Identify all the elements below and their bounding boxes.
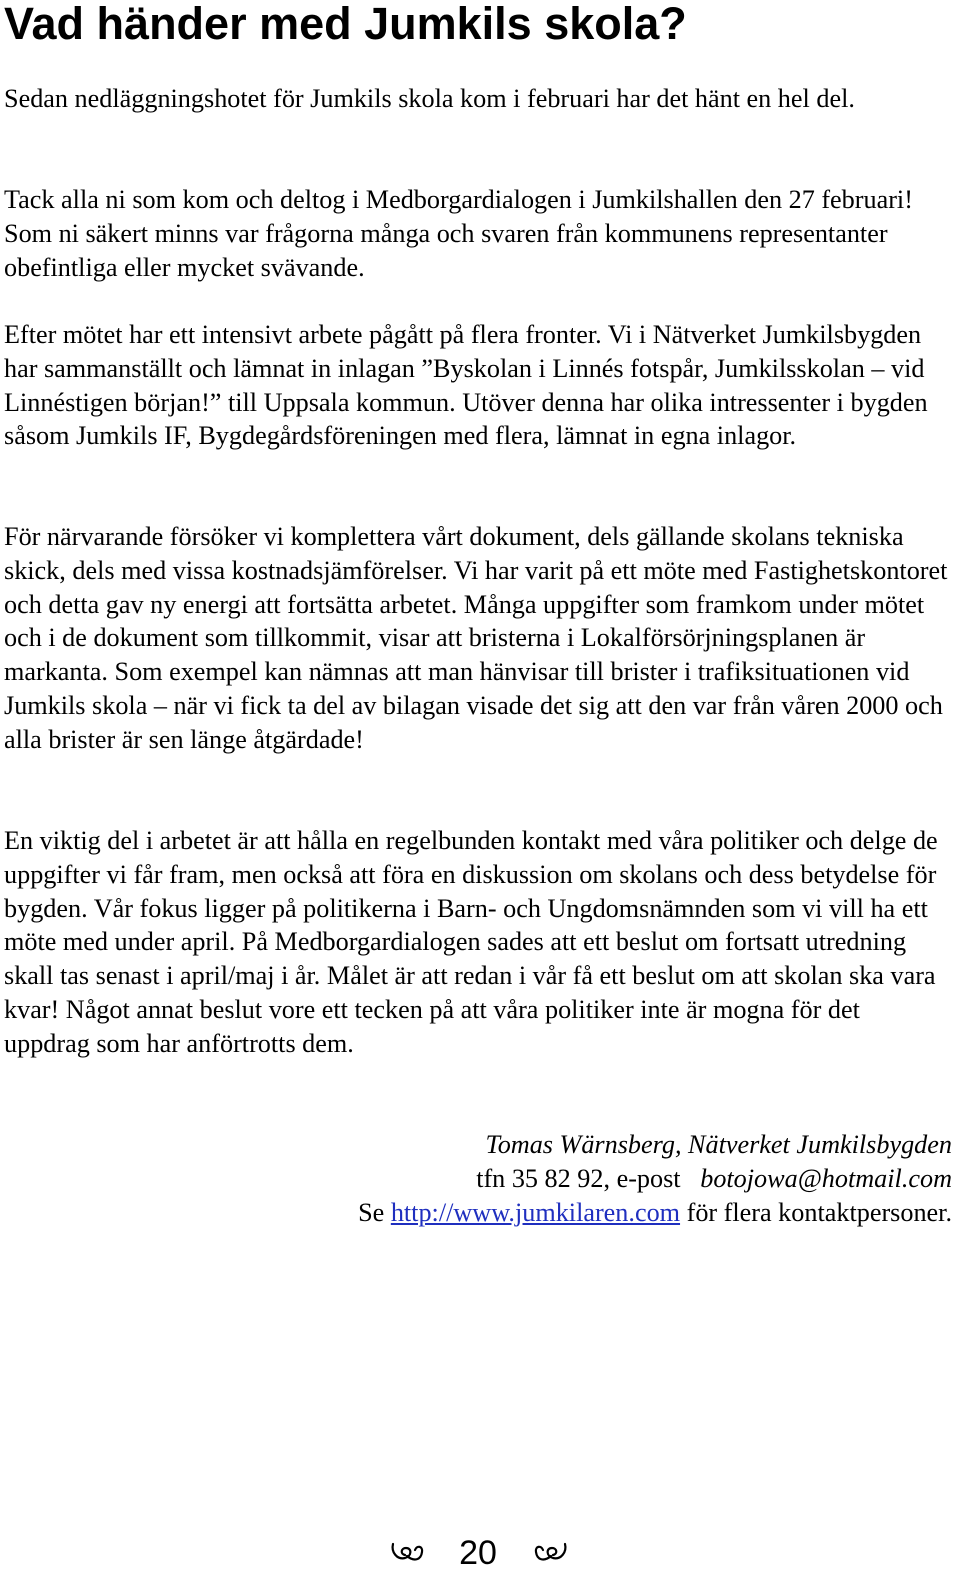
fleuron-left-icon [390,1540,424,1564]
page-title: Vad händer med Jumkils skola? [4,0,687,49]
page-footer [0,1530,960,1576]
website-link[interactable]: http://www.jumkilaren.com [390,1198,681,1227]
signature-email[interactable]: botojowa@hotmail.com [700,1164,952,1193]
paragraph-thanks: Tack alla ni som kom och deltog i Medborgardialogen i Jumkilshallen den 27 februari! Som ni säkert minns var frågorna många och svaren från kommunens representanter obefintliga eller mycket svävande. [4,185,913,282]
signature-phone: tfn 35 82 92, e-post [476,1164,681,1193]
paragraph-work: Efter mötet har ett intensivt arbete pågått på flera fronter. Vi i Nätverket Jumkilsbygden har sammanställt och lämnat in inlagan ”Byskolan i Linnés fotspår, Jumkilsskolan – vid Linnéstigen början!” till Uppsala kommun. Utöver denna har olika intressenter i bygden såsom Jumkils IF, Bygdegårdsföreningen med flera, lämnat in egna inlagor. [4,320,928,451]
page-number: 20 [459,1534,497,1572]
signature-contact [252,1162,952,1196]
paragraph-politics: En viktig del i arbetet är att hålla en regelbunden kontakt med våra politiker och delge de uppgifter vi får fram, men också att föra en diskussion om skolans och dess betydelse för bygden. Vår fokus ligger på politikerna i Barn- och Ungdomsnämnden som vi vill ha ett möte med under april. På Medborgardialogen sades att ett beslut om fortsatt utredning skall tas senast i april/maj i år. Målet är att redan i vår få ett beslut om att skolan ska vara kvar! Något annat beslut vore ett tecken på att våra politiker inte är mogna för det uppdrag som har anförtrotts dem. [4,826,938,1058]
paragraph-current: För närvarande försöker vi komplettera vårt dokument, dels gällande skolans tekniska skick, dels med vissa kostnadsjämförelser. Vi har varit på ett möte med Fastighetskontoret och detta gav ny energi att fortsätta arbetet. Många uppgifter som framkom under mötet och i de dokument som tillkommit, visar att bristerna i Lokalförsörjningsplanen är markanta. Som exempel kan nämnas att man hänvisar till brister i trafiksituationen vid Jumkils skola – när vi fick ta del av bilagan visade det sig att den var från våren 2000 och alla brister är sen länge åtgärdade! [4,522,948,754]
fleuron-right-icon [534,1540,568,1564]
signature-website-line [252,1196,952,1230]
paragraph-intro: Sedan nedläggningshotet för Jumkils skola kom i februari har det hänt en hel del. [4,84,855,113]
signature-see-label: Se [358,1198,385,1227]
signature-more-label: för flera kontaktpersoner. [686,1198,952,1227]
signature-author: Tomas Wärnsberg, Nätverket Jumkilsbygden [485,1130,952,1159]
